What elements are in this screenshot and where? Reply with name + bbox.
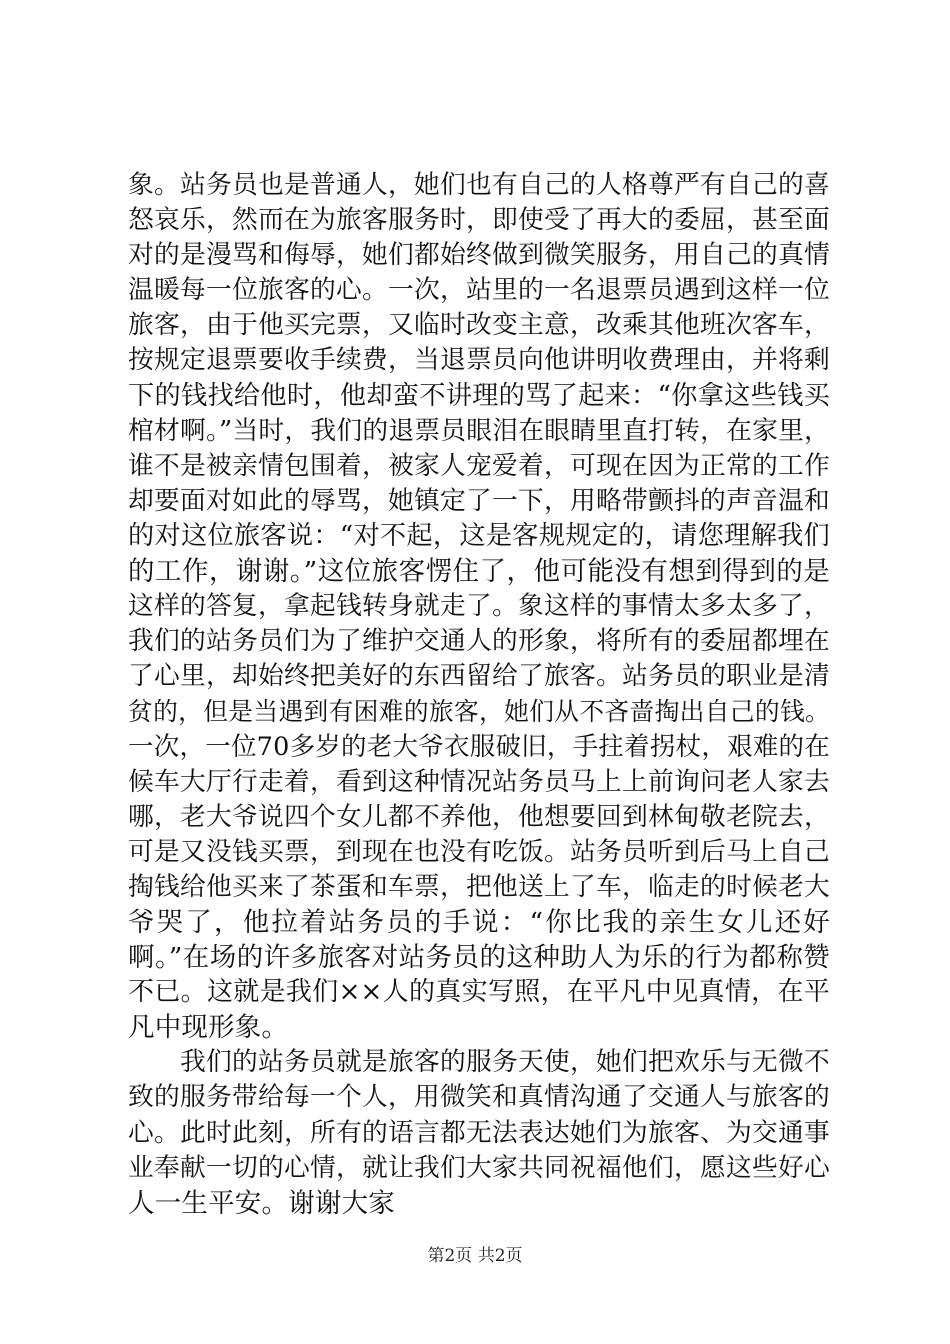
text-line: 却要面对如此的辱骂，她镇定了一下，用略带颤抖的声音温和 bbox=[128, 485, 830, 516]
text-line: 了心里，却始终把美好的东西留给了旅客。站务员的职业是清 bbox=[128, 661, 830, 692]
text-line: 人一生平安。谢谢大家 bbox=[128, 1187, 395, 1219]
text-line: 啊。”在场的许多旅客对站务员的这种助人为乐的行为都称赞 bbox=[128, 942, 830, 974]
text-line: 哪，老大爷说四个女儿都不养他，他想要回到林甸敬老院去， bbox=[128, 801, 830, 832]
text-line: 致的服务带给每一个人，用微笑和真情沟通了交通人与旅客的 bbox=[128, 1082, 830, 1113]
text-line: 候车大厅行走着，看到这种情况站务员马上上前询问老人家去 bbox=[128, 766, 830, 797]
text-line: 棺材啊。”当时，我们的退票员眼泪在眼睛里直打转，在家里， bbox=[128, 415, 830, 446]
text-line: 怒哀乐，然而在为旅客服务时，即使受了再大的委屈，甚至面 bbox=[128, 205, 830, 236]
page-footer: 第2页 共2页 bbox=[427, 1246, 523, 1266]
text-line: 可是又没钱买票，到现在也没有吃饭。站务员听到后马上自己 bbox=[128, 836, 830, 867]
text-line: 一次，一位70多岁的老大爷衣服破旧，手拄着拐杖，艰难的在 bbox=[128, 731, 830, 762]
text-line: 掏钱给他买来了茶蛋和车票，把他送上了车，临走的时候老大 bbox=[128, 871, 830, 902]
text-line: 业奉献一切的心情，就让我们大家共同祝福他们，愿这些好心 bbox=[128, 1152, 830, 1183]
text-line: 对的是漫骂和侮辱，她们都始终做到微笑服务，用自己的真情 bbox=[128, 240, 830, 271]
text-line: 温暖每一位旅客的心。一次，站里的一名退票员遇到这样一位 bbox=[128, 275, 830, 306]
text-line: 我们的站务员就是旅客的服务天使，她们把欢乐与无微不 bbox=[180, 1047, 830, 1078]
body-text bbox=[128, 168, 830, 1221]
text-line: 不已。这就是我们××人的真实写照，在平凡中见真情，在平 bbox=[128, 977, 830, 1008]
text-line: 凡中现形象。 bbox=[128, 1012, 289, 1044]
text-line: 贫的，但是当遇到有困难的旅客，她们从不吝啬掏出自己的钱。 bbox=[128, 697, 830, 727]
text-line: 下的钱找给他时，他却蛮不讲理的骂了起来：“你拿这些钱买 bbox=[128, 380, 830, 411]
text-line: 旅客，由于他买完票，又临时改变主意，改乘其他班次客车， bbox=[128, 310, 830, 341]
text-line: 的工作，谢谢。”这位旅客愣住了，他可能没有想到得到的是 bbox=[128, 556, 830, 588]
text-line: 按规定退票要收手续费，当退票员向他讲明收费理由，并将剩 bbox=[128, 345, 830, 376]
text-line: 象。站务员也是普通人，她们也有自己的人格尊严有自己的喜 bbox=[128, 170, 830, 200]
text-line: 我们的站务员们为了维护交通人的形象，将所有的委屈都埋在 bbox=[128, 626, 830, 657]
text-line: 心。此时此刻，所有的语言都无法表达她们为旅客、为交通事 bbox=[128, 1117, 830, 1148]
text-line: 爷哭了，他拉着站务员的手说：“你比我的亲生女儿还好 bbox=[128, 906, 830, 938]
text-line: 这样的答复，拿起钱转身就走了。象这样的事情太多太多了， bbox=[128, 591, 830, 622]
paragraph bbox=[128, 168, 830, 1045]
text-line: 的对这位旅客说：“对不起，这是客规规定的，请您理解我们 bbox=[128, 520, 830, 551]
paragraph bbox=[128, 1045, 830, 1220]
text-line: 谁不是被亲情包围着，被家人宠爱着，可现在因为正常的工作 bbox=[128, 450, 830, 481]
